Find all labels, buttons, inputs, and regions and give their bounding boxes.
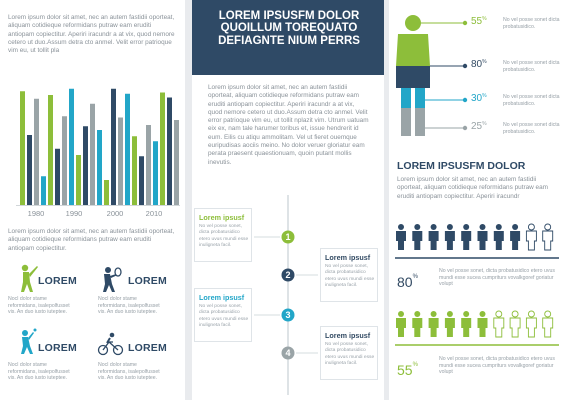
card-title-3: Lorem ipsusf <box>199 293 245 302</box>
person-icon <box>429 224 439 250</box>
icon-body-1: Nocl dolor stame reformidans, isalepolfusset vis. An duo iusto iuteptee. <box>8 296 70 316</box>
icon-body-2: Nocl dolor stame reformidans, isalepolfusset vis. An duo iusto iuteptee. <box>98 296 160 316</box>
player-icon <box>21 329 37 355</box>
person-icon <box>478 311 488 337</box>
middle-header-title: LOREM IPSUSFM DOLOR QUOILLUM TOREQUATO DEFIAGNTE NIUM PERRS <box>218 10 360 47</box>
cyclist-icon <box>99 333 123 355</box>
person-icon <box>412 224 422 250</box>
left-intro-text: Lorem ipsum dolor sit amet, nec an autem fastidii oporteat, aliquam cotidieque reformidans putraw eam eruditi antiopam copiectitur. Aperiri iracundr a at vix, quod nemore cetero ut duo.Assum detra cto anmel. Velit error patrioque vim eu, ut tollit pla <box>8 14 175 55</box>
card-body-4: No vel posse sonet, dicta probatusidico etero uvus mundi esse inuligneta facil. <box>325 342 375 367</box>
stat-30-value: 30% <box>471 93 487 104</box>
tennis-icon <box>103 267 121 292</box>
person-icon <box>526 311 536 337</box>
step-2-number: 2 <box>285 270 291 280</box>
person-icon <box>543 311 553 337</box>
step-1-number: 1 <box>285 232 291 242</box>
middle-panel <box>192 0 384 400</box>
icon-label-3: LOREM <box>38 342 77 354</box>
person-icon <box>461 224 471 250</box>
x-tick-label: 2010 <box>145 209 163 218</box>
people-stat-80-text: No vel posse sonet, dicta probatusidico etero uvus mundi esse sucea cumpriturs vovalkgoref goriatur volupt <box>439 268 555 288</box>
person-icon <box>478 224 488 250</box>
stat-55-value: 55% <box>471 16 487 27</box>
people-row-green <box>396 311 553 337</box>
person-icon <box>461 311 471 337</box>
people-stat-80-value: 80% <box>397 274 418 290</box>
right-panel <box>389 0 567 400</box>
icon-label-4: LOREM <box>128 342 167 354</box>
card-title-2: Lorem ipsusf <box>325 253 371 262</box>
person-icon <box>396 224 406 250</box>
person-icon <box>510 224 520 250</box>
person-icon <box>526 224 536 250</box>
icon-label-1: LOREM <box>38 275 77 287</box>
person-icon <box>543 224 553 250</box>
timeline-card-1 <box>194 208 252 262</box>
step-3-number: 3 <box>285 310 291 320</box>
icon-body-3: Nocl dolor stame reformidans, isalepolfusset vis. An duo iusto iuteptee. <box>8 362 70 382</box>
person-icon <box>494 224 504 250</box>
left-mid-text: Lorem ipsum dolor sit amet, nec an autem fastidii oporteat, aliquam cotidieque reformidans putraw eam eruditi antiopam copiectitur. <box>8 228 175 252</box>
card-title-4: Lorem ipsusf <box>325 331 371 340</box>
stat-80-value: 80% <box>471 59 487 70</box>
golfer-icon <box>21 265 38 292</box>
person-icon <box>429 311 439 337</box>
x-tick-label: 1980 <box>27 209 45 218</box>
people-stat-55-value: 55% <box>397 362 418 378</box>
x-tick-label: 1990 <box>65 209 83 218</box>
icon-body-4: Nocl dolor stame reformidans, isalepolfusset vis. An duo iusto iuteptee. <box>98 362 160 382</box>
card-body-3: No vel posse sonet, dicta probatusidico etero uvus mundi esse inuligneta facil. <box>199 304 249 329</box>
person-icon <box>445 224 455 250</box>
stat-25-value: 25% <box>471 121 487 132</box>
person-icon <box>494 311 504 337</box>
person-icon <box>412 311 422 337</box>
stat-55-text: No vel posse sonet dicta probatusidico. <box>503 17 560 30</box>
stat-30-text: No vel posse sonet dicta probatusidico. <box>503 94 560 107</box>
card-title-1: Lorem ipsusf <box>199 213 245 222</box>
card-body-1: No vel posse sonet, dicta probatusidico etero uvus mundi esse inuligneta facil. <box>199 224 249 249</box>
timeline-card-2 <box>320 248 378 302</box>
person-icon <box>396 311 406 337</box>
stat-80-text: No vel posse sonet dicta probatusidico. <box>503 60 560 73</box>
x-tick-label: 2000 <box>106 209 124 218</box>
person-icon <box>445 311 455 337</box>
timeline-card-4 <box>320 326 378 380</box>
people-row-navy <box>396 224 553 250</box>
person-figure-icon <box>396 15 430 136</box>
right-section-title: LOREM IPSUSFM DOLOR <box>397 160 526 172</box>
stat-25-text: No vel posse sonet dicta probatusidico. <box>503 122 560 135</box>
middle-body-text: Lorem ipsum dolor sit amet, nec an autem fastidii oporteat, aliquam cotidieque reformidans putraw eam eruditi antiopam copiectitur. Aperiri iracundr a at vix, quod nemore cetero ut duo.Assum detra cto anmel. Velit error patrioque vim eu, ut tollit nplazit vim. Utrum uatuam eix ex, nam tale harumer toribus et, issue hendrerit id eum. Eilis cu atiqu ammolitam. Vel ut fieret ouemque euripudisas aociis meino. No dolor veruer gloriatur eam perata praesent quaestionuam, quoin putant mollis inevutis. <box>208 84 369 166</box>
left-panel <box>0 0 185 400</box>
timeline-card-3 <box>194 288 252 342</box>
right-section-text: Lorem ipsum dolor sit amet, nec an autem fastidii oporteat, aliquam cotidieque reformidans putraw eam eruditi antiopam copiectitur. Aperiri iracundr <box>397 176 548 200</box>
step-4-number: 4 <box>285 348 291 358</box>
icon-label-2: LOREM <box>128 275 167 287</box>
icon-graphics <box>0 0 185 400</box>
person-icon <box>510 311 520 337</box>
people-stat-55-text: No vel posse sonet, dicta probatusidico etero uvus mundi esse sucea cumpriturs vovalkgoref goriatur volupt <box>439 356 555 376</box>
card-body-2: No vel posse sonet, dicta probatusidico etero uvus mundi esse inuligneta facil. <box>325 264 375 289</box>
